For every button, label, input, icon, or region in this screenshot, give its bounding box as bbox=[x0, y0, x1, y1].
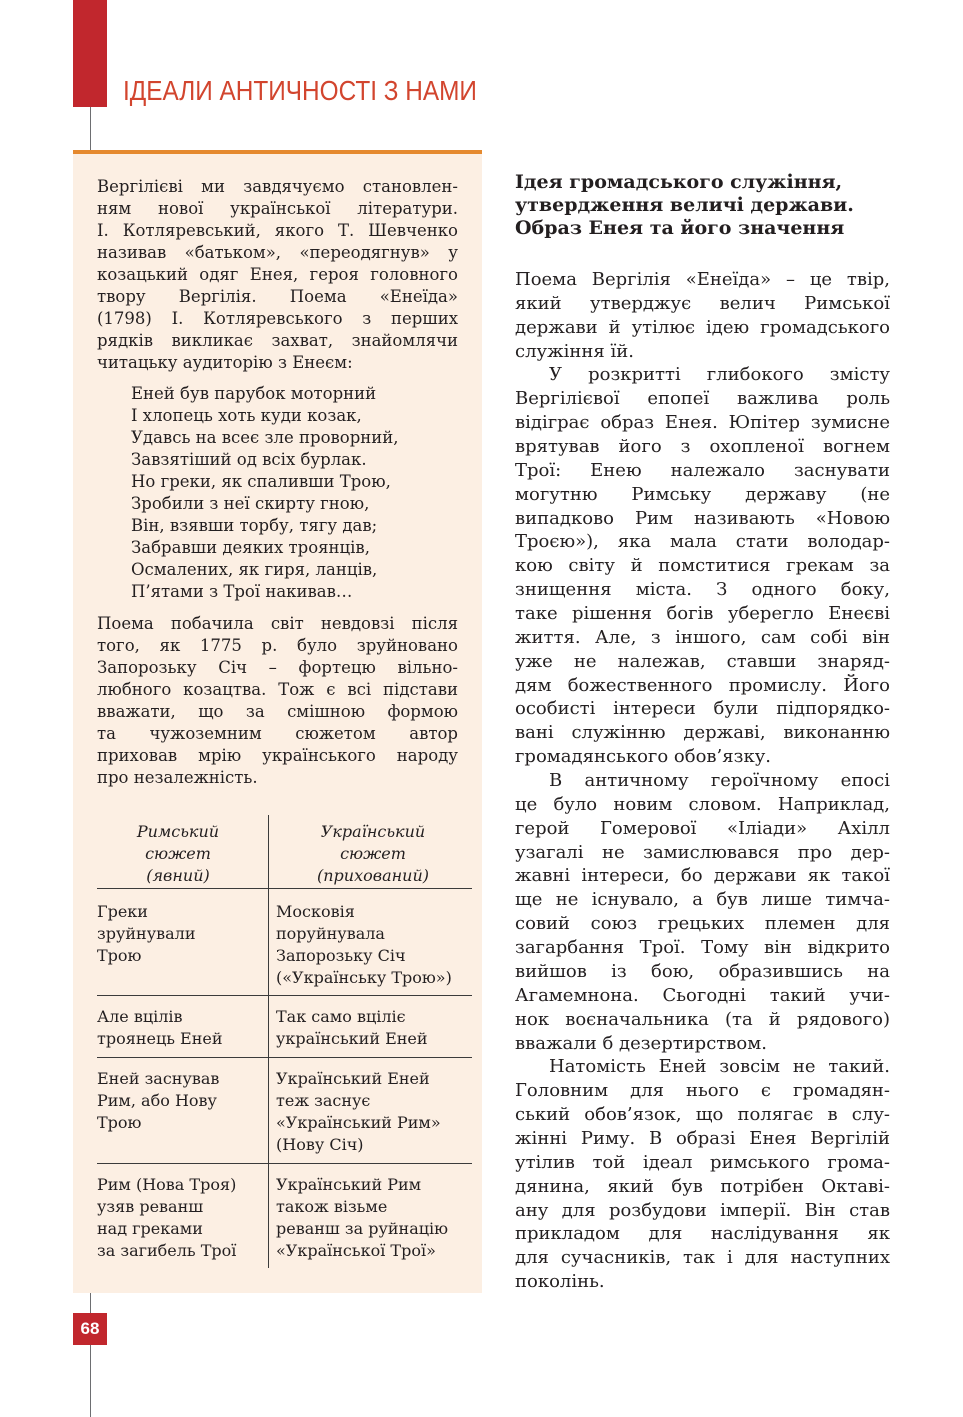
body-line: прикладом для наслідування як bbox=[515, 1223, 890, 1245]
poem-line: Осмалених, як гиря, ланців, bbox=[131, 560, 378, 579]
intro-line: рядків викликає захват, знайомлячи bbox=[97, 331, 458, 350]
cell-line: узяв реванш bbox=[97, 1197, 204, 1216]
table-row bbox=[97, 888, 472, 995]
cell-line: троянець Еней bbox=[97, 1029, 223, 1048]
table-cell-ukrainian bbox=[276, 1068, 472, 1156]
cell-line: (Нову Січ) bbox=[276, 1135, 364, 1154]
table-cell-roman bbox=[97, 901, 263, 967]
heading-line: утвердження величі держави. bbox=[515, 194, 854, 216]
cell-line: теж заснує bbox=[276, 1091, 371, 1110]
body-line: Агамемнона. Сьогодні такий учи- bbox=[515, 984, 890, 1006]
cell-line: Український Еней bbox=[276, 1069, 430, 1088]
outro-line: вважати, що за смішною формою bbox=[97, 702, 458, 721]
article-paragraph bbox=[515, 268, 890, 363]
body-line: Троєю»), яка мала стати володар- bbox=[515, 531, 890, 553]
page-number: 68 bbox=[73, 1313, 107, 1345]
cell-line: Запорозьку Січ bbox=[276, 946, 406, 965]
table-cell-ukrainian bbox=[276, 1174, 472, 1262]
body-line: вийшов із бою, образившись на bbox=[515, 960, 890, 982]
header-cell-roman-plot bbox=[97, 821, 259, 887]
intro-line: називав «батьком», «переодягнув» у bbox=[97, 243, 458, 262]
cell-line: Греки bbox=[97, 902, 148, 921]
body-line: герой Гомерової «Іліади» Ахілл bbox=[515, 817, 890, 839]
cell-line: реванш за руйнацію bbox=[276, 1219, 449, 1238]
poem-line: І хлопець хоть куди козак, bbox=[131, 406, 362, 425]
body-line: У розкритті глибокого змісту bbox=[549, 364, 890, 386]
poem-line: Він, взявши торбу, тягу дав; bbox=[131, 516, 378, 535]
outro-line: про незалежність. bbox=[97, 768, 258, 787]
body-line: знищення міста. З одного боку, bbox=[515, 579, 890, 601]
header-line: (явний) bbox=[146, 866, 210, 885]
body-line: загарбання Трої. Тому він відкрито bbox=[515, 937, 890, 959]
body-line: Натомість Еней зовсім не такий. bbox=[549, 1056, 890, 1078]
outro-line: та чужоземним сюжетом автор bbox=[97, 724, 458, 743]
table-cell-roman bbox=[97, 1174, 263, 1262]
section-title: ІДЕАЛИ АНТИЧНОСТІ З НАМИ bbox=[123, 75, 477, 106]
cell-line: Рим, або Нову bbox=[97, 1091, 217, 1110]
poem-line: Еней був парубок моторний bbox=[131, 384, 377, 403]
cell-line: український Еней bbox=[276, 1029, 428, 1048]
table-cell-roman bbox=[97, 1006, 263, 1050]
cell-line: зруйнували bbox=[97, 924, 196, 943]
outro-line: любного козацтва. Тож є всі підстави bbox=[97, 680, 458, 699]
body-line: для сучасників, так і для наступних bbox=[515, 1247, 890, 1269]
cell-line: Так само вціліє bbox=[276, 1007, 406, 1026]
article-body bbox=[515, 268, 890, 1294]
cell-line: «Український Рим» bbox=[276, 1113, 441, 1132]
body-line: це було новим словом. Наприклад, bbox=[515, 793, 890, 815]
header-line: Український bbox=[320, 822, 426, 841]
table-cell-ukrainian bbox=[276, 1006, 472, 1050]
article-paragraph bbox=[515, 363, 890, 769]
body-line: вані служінню державі, виконанню bbox=[515, 722, 890, 744]
cell-line: «Української Трої» bbox=[276, 1241, 436, 1260]
article-heading bbox=[515, 171, 890, 240]
body-line: жавні інтереси, бо держави як такої bbox=[515, 865, 890, 887]
outro-line: приховав мрію українського народу bbox=[97, 746, 458, 765]
article-paragraph bbox=[515, 1055, 890, 1294]
article-paragraph bbox=[515, 769, 890, 1055]
body-line: совий союз грецьких племен для bbox=[515, 913, 890, 935]
poem-line: Забравши деяких троянців, bbox=[131, 538, 370, 557]
body-line: ще не існувало, а був лише тимча- bbox=[515, 889, 890, 911]
body-line: таке рішення богів уберегло Енеєві bbox=[515, 603, 890, 625]
table-row bbox=[97, 1163, 472, 1268]
header-line: Римський bbox=[136, 822, 220, 841]
poem-line: Удавсь на всеє зле проворний, bbox=[131, 428, 399, 447]
intro-line: читацьку аудиторію з Енеєм: bbox=[97, 353, 353, 372]
body-line: уже не належав, ставши знаряд- bbox=[515, 650, 890, 672]
poem-line: П’ятами з Трої накивав… bbox=[131, 582, 353, 601]
body-line: Поема Вергілія «Енеїда» – це твір, bbox=[515, 269, 890, 290]
cell-line: Трою bbox=[97, 946, 142, 965]
table-cell-roman bbox=[97, 1068, 263, 1134]
cell-line: Але вцілів bbox=[97, 1007, 183, 1026]
body-line: держави й утілює ідею громадського bbox=[515, 316, 890, 338]
poem-line: Но греки, як спаливши Трою, bbox=[131, 472, 391, 491]
cell-line: також візьме bbox=[276, 1197, 388, 1216]
body-line: дям божественного промислу. Його bbox=[515, 674, 890, 696]
body-line: поколінь. bbox=[515, 1271, 605, 1293]
body-line: ану для розбудови імперії. Він став bbox=[515, 1199, 890, 1221]
body-line: могутню Римську державу (не bbox=[515, 483, 890, 505]
body-line: врятував його з охопленої вогнем bbox=[515, 436, 890, 458]
plot-comparison-table bbox=[97, 815, 472, 1268]
table-cell-ukrainian bbox=[276, 901, 472, 989]
table-row bbox=[97, 1057, 472, 1163]
cell-line: за загибель Трої bbox=[97, 1241, 237, 1260]
body-line: Трої: Енею належало заснувати bbox=[515, 459, 890, 481]
heading-line: Ідея громадського служіння, bbox=[515, 171, 843, 193]
cell-line: («Українську Трою») bbox=[276, 968, 452, 987]
intro-line: ням нової української літератури. bbox=[97, 199, 458, 218]
header-line: сюжет bbox=[145, 844, 211, 863]
body-line: узагалі не замислювався про дер- bbox=[515, 841, 890, 863]
table-header-row bbox=[97, 815, 472, 888]
intro-line: І. Котляревський, якого Т. Шевченко bbox=[97, 221, 458, 240]
body-line: ський обов’язок, що полягає в слу- bbox=[515, 1104, 890, 1126]
cell-line: поруйнувала bbox=[276, 924, 385, 943]
body-line: Вергілієвої епопеї важлива роль bbox=[515, 388, 890, 410]
poem-line: Завзятіший од всіх бурлак. bbox=[131, 450, 367, 469]
poem-line: Зробили з неї скирту гною, bbox=[131, 494, 370, 513]
body-line: кою світу й помститися грекам за bbox=[515, 555, 890, 577]
intro-line: козацький одяг Енея, героя головного bbox=[97, 265, 458, 284]
body-line: життя. Але, з іншого, сам собі він bbox=[515, 626, 890, 648]
header-line: сюжет bbox=[340, 844, 406, 863]
body-line: громадянського обов’язку. bbox=[515, 746, 772, 768]
body-line: відіграє образ Енея. Юпітер зумисне bbox=[515, 412, 890, 434]
intro-line: Вергілієві ми завдячуємо становлен- bbox=[97, 177, 458, 196]
body-line: дянина, який був потрібен Октаві- bbox=[515, 1175, 890, 1197]
body-line: який утверджує велич Римської bbox=[515, 292, 890, 314]
cell-line: Рим (Нова Троя) bbox=[97, 1175, 237, 1194]
cell-line: Московія bbox=[276, 902, 355, 921]
body-line: випадково Рим називають «Новою bbox=[515, 507, 890, 529]
body-line: жінні Риму. В образі Енея Вергілій bbox=[515, 1127, 890, 1149]
sidebar-top-rule bbox=[73, 150, 482, 154]
sidebar-closing-paragraph bbox=[97, 613, 458, 789]
cell-line: Еней заснував bbox=[97, 1069, 220, 1088]
cell-line: над греками bbox=[97, 1219, 203, 1238]
intro-line: (1798) І. Котляревського з перших bbox=[97, 309, 458, 328]
cell-line: Трою bbox=[97, 1113, 142, 1132]
body-line: утілив той ідеал римського грома- bbox=[515, 1151, 890, 1173]
cell-line: Український Рим bbox=[276, 1175, 422, 1194]
header-line: (прихований) bbox=[317, 866, 429, 885]
body-line: В античному героїчному епосі bbox=[549, 770, 890, 792]
header-cell-ukrainian-plot bbox=[274, 821, 472, 887]
heading-line: Образ Енея та його значення bbox=[515, 217, 845, 239]
body-line: вважали б дезертирством. bbox=[515, 1032, 767, 1054]
body-line: особисті інтереси були підпорядко- bbox=[515, 698, 890, 720]
body-line: служіння їй. bbox=[515, 340, 634, 362]
outro-line: Запорозьку Січ – фортецю вільно- bbox=[97, 658, 458, 677]
poem-quote bbox=[131, 383, 458, 603]
outro-line: Поема побачила світ невдовзі після bbox=[97, 614, 458, 633]
outro-line: того, як 1775 р. було зруйновано bbox=[97, 636, 458, 655]
sidebar-intro-paragraph bbox=[97, 176, 458, 374]
body-line: нок воєначальника (та й рядового) bbox=[515, 1008, 890, 1030]
intro-line: твору Вергілія. Поема «Енеїда» bbox=[97, 287, 458, 306]
table-row bbox=[97, 995, 472, 1057]
section-color-tab bbox=[73, 0, 107, 107]
body-line: Головним для нього є громадян- bbox=[515, 1080, 890, 1102]
